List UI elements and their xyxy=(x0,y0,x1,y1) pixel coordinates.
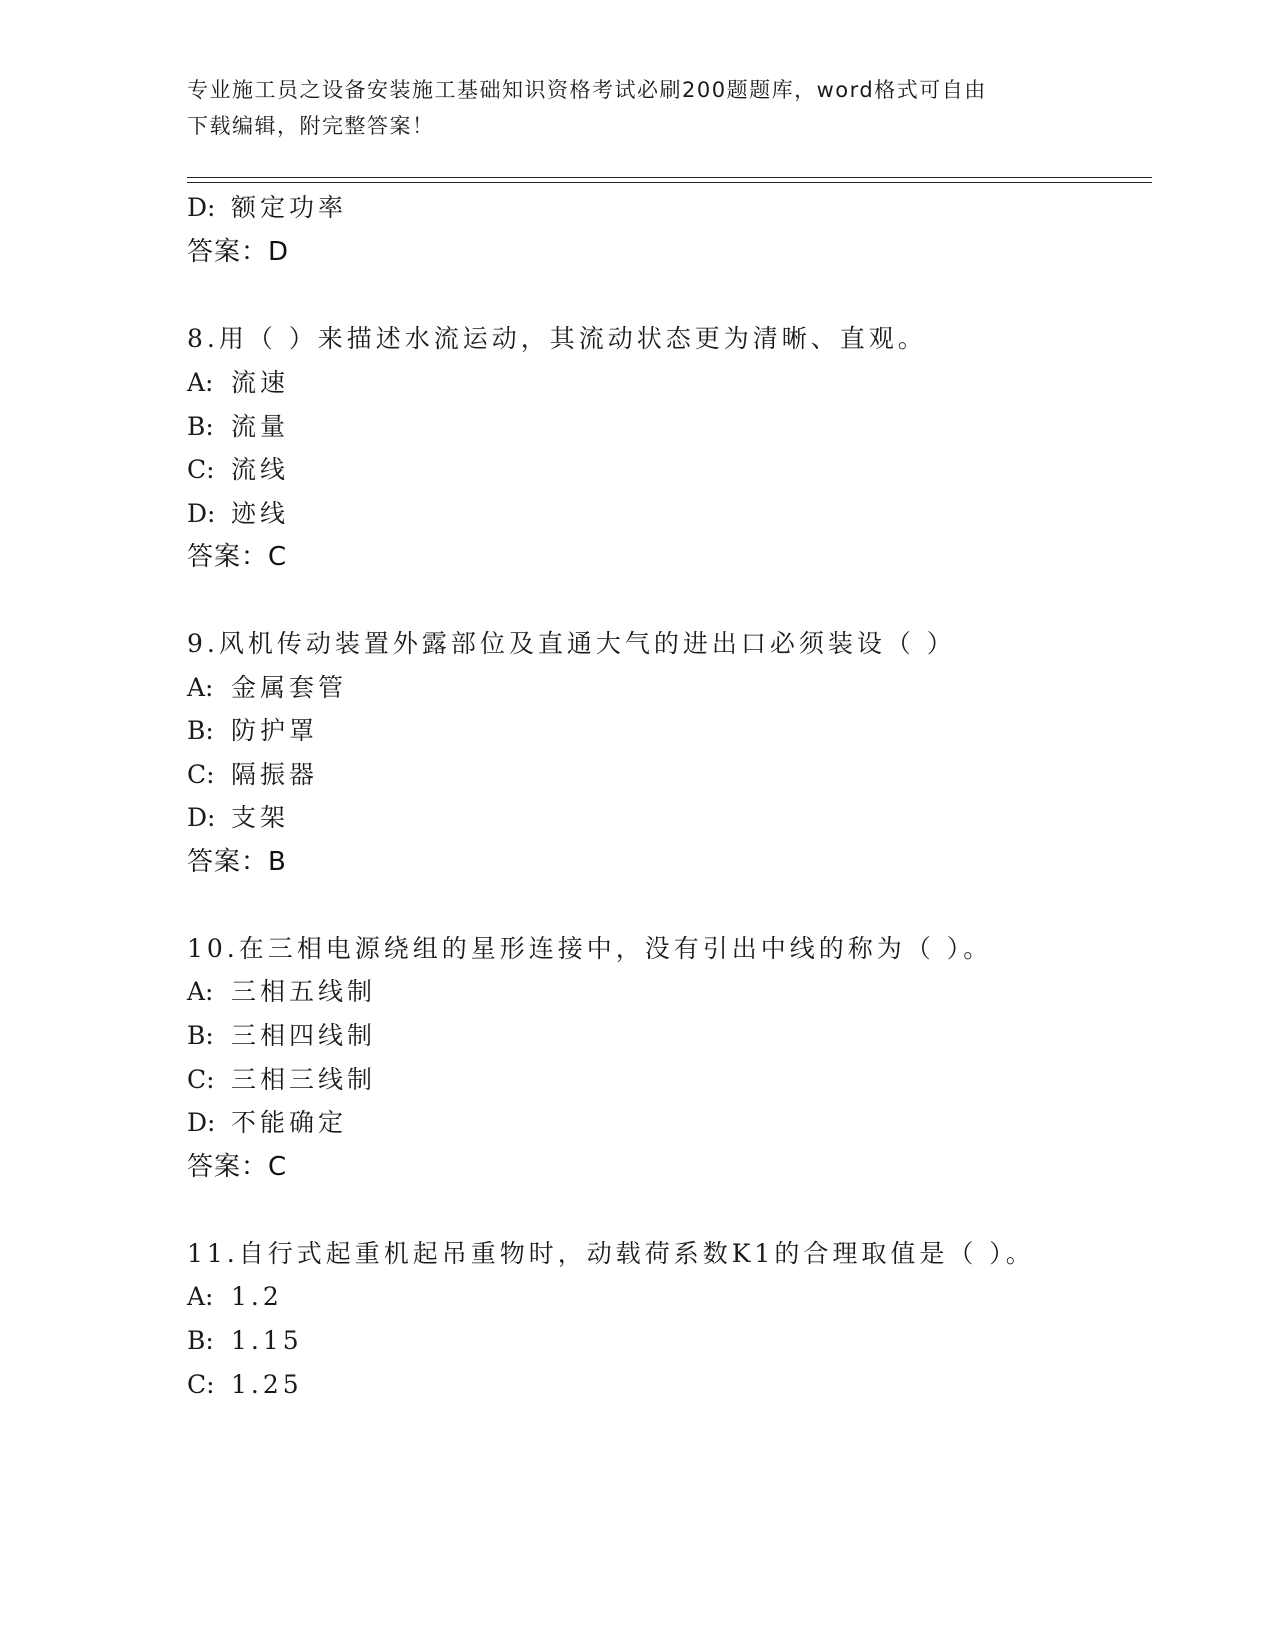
answer: 答案：C xyxy=(187,542,288,572)
question-stem: 10.在三相电源绕组的星形连接中，没有引出中线的称为（ ）。 xyxy=(187,934,993,963)
option-letter: B: xyxy=(187,716,214,745)
header-line-1: 专业施工员之设备安装施工基础知识资格考试必刷200题题库，word格式可自由 xyxy=(187,78,987,102)
document-header xyxy=(187,72,1067,144)
option-text: 支架 xyxy=(231,803,290,832)
option-b xyxy=(187,1321,303,1361)
option-text: 1.15 xyxy=(231,1326,303,1355)
option-c xyxy=(187,450,289,490)
option-text: 1.25 xyxy=(231,1370,303,1399)
option-text: 隔振器 xyxy=(231,760,319,789)
option-text: 金属套管 xyxy=(231,673,348,702)
option-letter: D: xyxy=(187,193,216,222)
option-a xyxy=(187,1277,283,1317)
option-a xyxy=(187,363,289,403)
option-c xyxy=(187,1060,376,1100)
option-letter: C: xyxy=(187,455,215,484)
option-c xyxy=(187,755,318,795)
option-a xyxy=(187,668,347,708)
option-letter: D: xyxy=(187,499,216,528)
question-stem: 11.自行式起重机起吊重物时，动载荷系数K1的合理取值是（ ）。 xyxy=(187,1239,1035,1268)
option-b xyxy=(187,1016,376,1056)
option-letter: C: xyxy=(187,760,215,789)
option-letter: B: xyxy=(187,1021,214,1050)
option-a xyxy=(187,972,376,1012)
option-letter: A: xyxy=(187,977,214,1006)
option-text: 流线 xyxy=(231,455,290,484)
option-text: 三相四线制 xyxy=(231,1021,377,1050)
option-text: 流速 xyxy=(231,368,290,397)
header-divider-bottom xyxy=(187,182,1152,183)
option-d xyxy=(187,494,289,534)
option-b xyxy=(187,711,318,751)
option-letter: C: xyxy=(187,1370,215,1399)
option-text: 防护罩 xyxy=(231,716,319,745)
option-b xyxy=(187,407,289,447)
option-d xyxy=(187,1103,347,1143)
option-letter: C: xyxy=(187,1065,215,1094)
option-text: 迹线 xyxy=(231,499,290,528)
option-letter: D: xyxy=(187,1108,216,1137)
option-c xyxy=(187,1365,303,1405)
option-letter: A: xyxy=(187,673,214,702)
option-d xyxy=(187,798,289,838)
option-text: 流量 xyxy=(231,412,290,441)
answer: 答案：B xyxy=(187,847,287,877)
question-stem: 8.用（ ）来描述水流运动，其流动状态更为清晰、直观。 xyxy=(187,324,927,353)
option-text: 不能确定 xyxy=(231,1108,348,1137)
option-letter: B: xyxy=(187,412,214,441)
question-stem: 9.风机传动装置外露部位及直通大气的进出口必须装设（ ） xyxy=(187,629,956,658)
option-letter: A: xyxy=(187,368,214,397)
option-text: 三相三线制 xyxy=(231,1065,377,1094)
prev-option-d xyxy=(187,188,347,228)
option-text: 1.2 xyxy=(231,1282,283,1311)
prev-answer: 答案：D xyxy=(187,237,290,267)
header-line-2: 下载编辑，附完整答案！ xyxy=(187,114,435,138)
option-text: 三相五线制 xyxy=(231,977,377,1006)
option-letter: A: xyxy=(187,1282,214,1311)
option-text: 额定功率 xyxy=(231,193,348,222)
header-divider-top xyxy=(187,177,1152,178)
answer: 答案：C xyxy=(187,1152,288,1182)
option-letter: B: xyxy=(187,1326,214,1355)
option-letter: D: xyxy=(187,803,216,832)
